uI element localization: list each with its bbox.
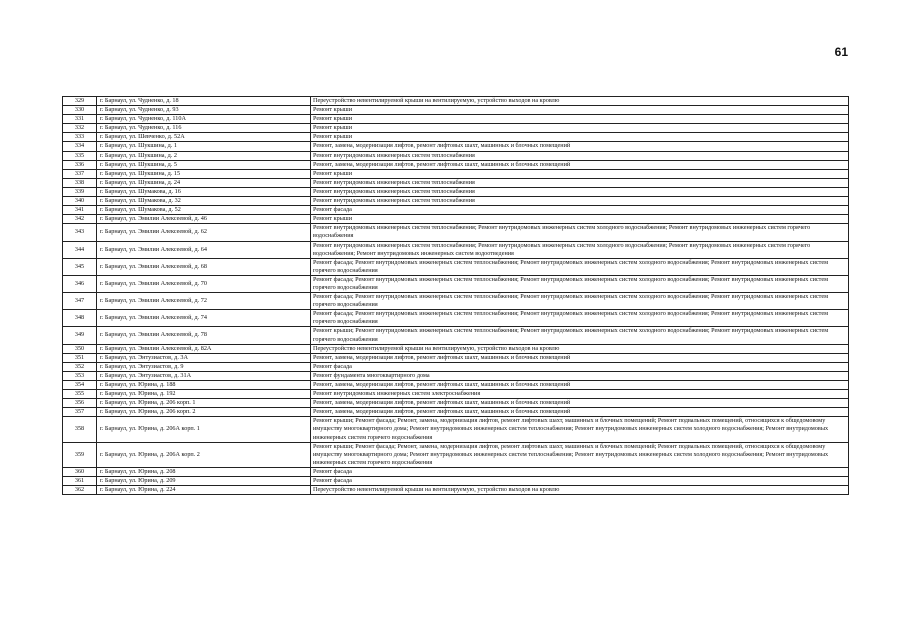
table-row <box>63 442 849 467</box>
table-row <box>63 486 849 495</box>
works-cell: Ремонт внутридомовых инженерных систем теплоснабжения; Ремонт внутридомовых инженерных систем холодного водоснабжения; Ремонт внутридомовых инженерных систем горячего водоснабжения <box>311 224 849 241</box>
works-table <box>62 96 849 495</box>
row-number-cell: 350 <box>63 344 97 353</box>
works-cell: Ремонт внутридомовых инженерных систем теплоснабжения; Ремонт внутридомовых инженерных систем холодного водоснабжения; Ремонт внутридомовых инженерных систем горячего водоснабжения; Ремонт внутридомовых инженерных систем водоотведения <box>311 241 849 258</box>
works-cell: Ремонт крыши <box>311 169 849 178</box>
address-cell: г. Барнаул, ул. Юрина, д. 208 <box>97 467 311 476</box>
address-cell: г. Барнаул, ул. Шукшина, д. 24 <box>97 178 311 187</box>
works-cell: Ремонт, замена, модернизация лифтов, ремонт лифтовых шахт, машинных и блочных помещений <box>311 408 849 417</box>
address-cell: г. Барнаул, ул. Юрина, д. 192 <box>97 390 311 399</box>
table-row <box>63 362 849 371</box>
works-cell: Ремонт крыши; Ремонт фасада; Ремонт, замена, модернизация лифтов, ремонт лифтовых шахт, машинных и блочных помещений; Ремонт подвальных помещений, относящихся к общедомовому имуществу многоквартирного дома; Ремонт внутридомовых инженерных систем теплоснабжения; Ремонт внутридомовых инженерных систем холодного водоснабжения; Ремонт внутридомовых инженерных систем горячего водоснабжения <box>311 442 849 467</box>
works-table-container <box>62 96 848 495</box>
works-cell: Ремонт, замена, модернизация лифтов, ремонт лифтовых шахт, машинных и блочных помещений <box>311 399 849 408</box>
row-number-cell: 361 <box>63 477 97 486</box>
address-cell: г. Барнаул, ул. Юрина, д. 188 <box>97 381 311 390</box>
address-cell: г. Барнаул, ул. Эмилии Алексеевой, д. 62 <box>97 224 311 241</box>
row-number-cell: 336 <box>63 160 97 169</box>
address-cell: г. Барнаул, ул. Эмилии Алексеевой, д. 82А <box>97 344 311 353</box>
works-cell: Переустройство невентилируемой крыши на вентилируемую, устройство выходов на кровлю <box>311 97 849 106</box>
table-row <box>63 275 849 292</box>
row-number-cell: 353 <box>63 371 97 380</box>
row-number-cell: 354 <box>63 381 97 390</box>
works-cell: Ремонт фасада; Ремонт внутридомовых инженерных систем теплоснабжения; Ремонт внутридомовых инженерных систем холодного водоснабжения; Ремонт внутридомовых инженерных систем горячего водоснабжения <box>311 310 849 327</box>
address-cell: г. Барнаул, ул. Юрина, д. 206А корп. 1 <box>97 417 311 442</box>
address-cell: г. Барнаул, ул. Юрина, д. 209 <box>97 477 311 486</box>
works-cell: Ремонт крыши <box>311 133 849 142</box>
address-cell: г. Барнаул, ул. Юрина, д. 206А корп. 2 <box>97 442 311 467</box>
address-cell: г. Барнаул, ул. Энтузиастов, д. 31А <box>97 371 311 380</box>
table-row <box>63 399 849 408</box>
row-number-cell: 334 <box>63 142 97 151</box>
works-cell: Ремонт крыши <box>311 215 849 224</box>
table-row <box>63 206 849 215</box>
row-number-cell: 359 <box>63 442 97 467</box>
row-number-cell: 337 <box>63 169 97 178</box>
address-cell: г. Барнаул, ул. Шукшина, д. 15 <box>97 169 311 178</box>
works-cell: Ремонт, замена, модернизация лифтов, ремонт лифтовых шахт, машинных и блочных помещений <box>311 142 849 151</box>
table-row <box>63 224 849 241</box>
address-cell: г. Барнаул, ул. Эмилии Алексеевой, д. 64 <box>97 241 311 258</box>
address-cell: г. Барнаул, ул. Эмилии Алексеевой, д. 72 <box>97 293 311 310</box>
address-cell: г. Барнаул, ул. Чудненко, д. 93 <box>97 106 311 115</box>
address-cell: г. Барнаул, ул. Шевченко, д. 52А <box>97 133 311 142</box>
table-row <box>63 142 849 151</box>
address-cell: г. Барнаул, ул. Эмилии Алексеевой, д. 74 <box>97 310 311 327</box>
address-cell: г. Барнаул, ул. Эмилии Алексеевой, д. 78 <box>97 327 311 344</box>
row-number-cell: 330 <box>63 106 97 115</box>
table-row <box>63 115 849 124</box>
table-row <box>63 467 849 476</box>
table-row <box>63 178 849 187</box>
table-row <box>63 408 849 417</box>
table-row <box>63 97 849 106</box>
table-row <box>63 215 849 224</box>
works-cell: Ремонт крыши <box>311 106 849 115</box>
row-number-cell: 357 <box>63 408 97 417</box>
row-number-cell: 344 <box>63 241 97 258</box>
address-cell: г. Барнаул, ул. Чудненко, д. 110А <box>97 115 311 124</box>
works-cell: Ремонт внутридомовых инженерных систем теплоснабжения <box>311 197 849 206</box>
works-cell: Ремонт крыши; Ремонт внутридомовых инженерных систем теплоснабжения; Ремонт внутридомовых инженерных систем холодного водоснабжения; Ремонт внутридомовых инженерных систем горячего водоснабжения <box>311 327 849 344</box>
works-cell: Ремонт фасада <box>311 362 849 371</box>
table-row <box>63 151 849 160</box>
address-cell: г. Барнаул, ул. Юрина, д. 206 корп. 1 <box>97 399 311 408</box>
works-cell: Ремонт, замена, модернизация лифтов, ремонт лифтовых шахт, машинных и блочных помещений <box>311 381 849 390</box>
address-cell: г. Барнаул, ул. Шукшина, д. 1 <box>97 142 311 151</box>
table-row <box>63 293 849 310</box>
table-row <box>63 327 849 344</box>
address-cell: г. Барнаул, ул. Шумакова, д. 32 <box>97 197 311 206</box>
works-cell: Ремонт фасада <box>311 206 849 215</box>
works-cell: Ремонт крыши; Ремонт фасада; Ремонт, замена, модернизация лифтов, ремонт лифтовых шахт, машинных и блочных помещений; Ремонт подвальных помещений, относящихся к общедомовому имуществу многоквартирного дома; Ремонт внутридомовых инженерных систем теплоснабжения; Ремонт внутридомовых инженерных систем холодного водоснабжения; Ремонт внутридомовых инженерных систем горячего водоснабжения <box>311 417 849 442</box>
works-table-body <box>63 97 849 495</box>
row-number-cell: 339 <box>63 187 97 196</box>
address-cell: г. Барнаул, ул. Энтузиастов, д. 9 <box>97 362 311 371</box>
address-cell: г. Барнаул, ул. Шукшина, д. 2 <box>97 151 311 160</box>
row-number-cell: 331 <box>63 115 97 124</box>
row-number-cell: 341 <box>63 206 97 215</box>
row-number-cell: 332 <box>63 124 97 133</box>
row-number-cell: 340 <box>63 197 97 206</box>
row-number-cell: 329 <box>63 97 97 106</box>
row-number-cell: 338 <box>63 178 97 187</box>
address-cell: г. Барнаул, ул. Шумакова, д. 16 <box>97 187 311 196</box>
works-cell: Ремонт внутридомовых инженерных систем электроснабжения <box>311 390 849 399</box>
row-number-cell: 356 <box>63 399 97 408</box>
table-row <box>63 133 849 142</box>
table-row <box>63 353 849 362</box>
table-row <box>63 124 849 133</box>
works-cell: Переустройство невентилируемой крыши на вентилируемую, устройство выходов на кровлю <box>311 344 849 353</box>
table-row <box>63 258 849 275</box>
works-cell: Ремонт внутридомовых инженерных систем теплоснабжения <box>311 187 849 196</box>
works-cell: Ремонт фасада; Ремонт внутридомовых инженерных систем теплоснабжения; Ремонт внутридомовых инженерных систем холодного водоснабжения; Ремонт внутридомовых инженерных систем горячего водоснабжения <box>311 275 849 292</box>
table-row <box>63 310 849 327</box>
table-row <box>63 371 849 380</box>
table-row <box>63 390 849 399</box>
works-cell: Ремонт крыши <box>311 115 849 124</box>
works-cell: Ремонт, замена, модернизация лифтов, ремонт лифтовых шахт, машинных и блочных помещений <box>311 160 849 169</box>
address-cell: г. Барнаул, ул. Эмилии Алексеевой, д. 46 <box>97 215 311 224</box>
works-cell: Ремонт фасада <box>311 467 849 476</box>
table-row <box>63 197 849 206</box>
row-number-cell: 346 <box>63 275 97 292</box>
row-number-cell: 347 <box>63 293 97 310</box>
address-cell: г. Барнаул, ул. Юрина, д. 224 <box>97 486 311 495</box>
row-number-cell: 333 <box>63 133 97 142</box>
row-number-cell: 352 <box>63 362 97 371</box>
row-number-cell: 362 <box>63 486 97 495</box>
address-cell: г. Барнаул, ул. Чудненко, д. 116 <box>97 124 311 133</box>
row-number-cell: 345 <box>63 258 97 275</box>
address-cell: г. Барнаул, ул. Чудненко, д. 18 <box>97 97 311 106</box>
address-cell: г. Барнаул, ул. Шумакова, д. 52 <box>97 206 311 215</box>
works-cell: Переустройство невентилируемой крыши на вентилируемую, устройство выходов на кровлю <box>311 486 849 495</box>
table-row <box>63 241 849 258</box>
table-row <box>63 344 849 353</box>
table-row <box>63 160 849 169</box>
table-row <box>63 477 849 486</box>
address-cell: г. Барнаул, ул. Шукшина, д. 5 <box>97 160 311 169</box>
row-number-cell: 351 <box>63 353 97 362</box>
works-cell: Ремонт крыши <box>311 124 849 133</box>
page-number: 61 <box>834 45 848 59</box>
row-number-cell: 342 <box>63 215 97 224</box>
table-row <box>63 381 849 390</box>
address-cell: г. Барнаул, ул. Эмилии Алексеевой, д. 70 <box>97 275 311 292</box>
works-cell: Ремонт фасада; Ремонт внутридомовых инженерных систем теплоснабжения; Ремонт внутридомовых инженерных систем холодного водоснабжения; Ремонт внутридомовых инженерных систем горячего водоснабжения <box>311 258 849 275</box>
works-cell: Ремонт фасада; Ремонт внутридомовых инженерных систем теплоснабжения; Ремонт внутридомовых инженерных систем холодного водоснабжения; Ремонт внутридомовых инженерных систем горячего водоснабжения <box>311 293 849 310</box>
row-number-cell: 348 <box>63 310 97 327</box>
works-cell: Ремонт фасада <box>311 477 849 486</box>
row-number-cell: 343 <box>63 224 97 241</box>
table-row <box>63 106 849 115</box>
address-cell: г. Барнаул, ул. Эмилии Алексеевой, д. 68 <box>97 258 311 275</box>
table-row <box>63 169 849 178</box>
works-cell: Ремонт фундамента многоквартирного дома <box>311 371 849 380</box>
address-cell: г. Барнаул, ул. Энтузиастов, д. 3А <box>97 353 311 362</box>
row-number-cell: 335 <box>63 151 97 160</box>
works-cell: Ремонт внутридомовых инженерных систем теплоснабжения <box>311 151 849 160</box>
row-number-cell: 360 <box>63 467 97 476</box>
works-cell: Ремонт, замена, модернизация лифтов, ремонт лифтовых шахт, машинных и блочных помещений <box>311 353 849 362</box>
address-cell: г. Барнаул, ул. Юрина, д. 206 корп. 2 <box>97 408 311 417</box>
table-row <box>63 187 849 196</box>
row-number-cell: 358 <box>63 417 97 442</box>
table-row <box>63 417 849 442</box>
row-number-cell: 355 <box>63 390 97 399</box>
works-cell: Ремонт внутридомовых инженерных систем теплоснабжения <box>311 178 849 187</box>
row-number-cell: 349 <box>63 327 97 344</box>
